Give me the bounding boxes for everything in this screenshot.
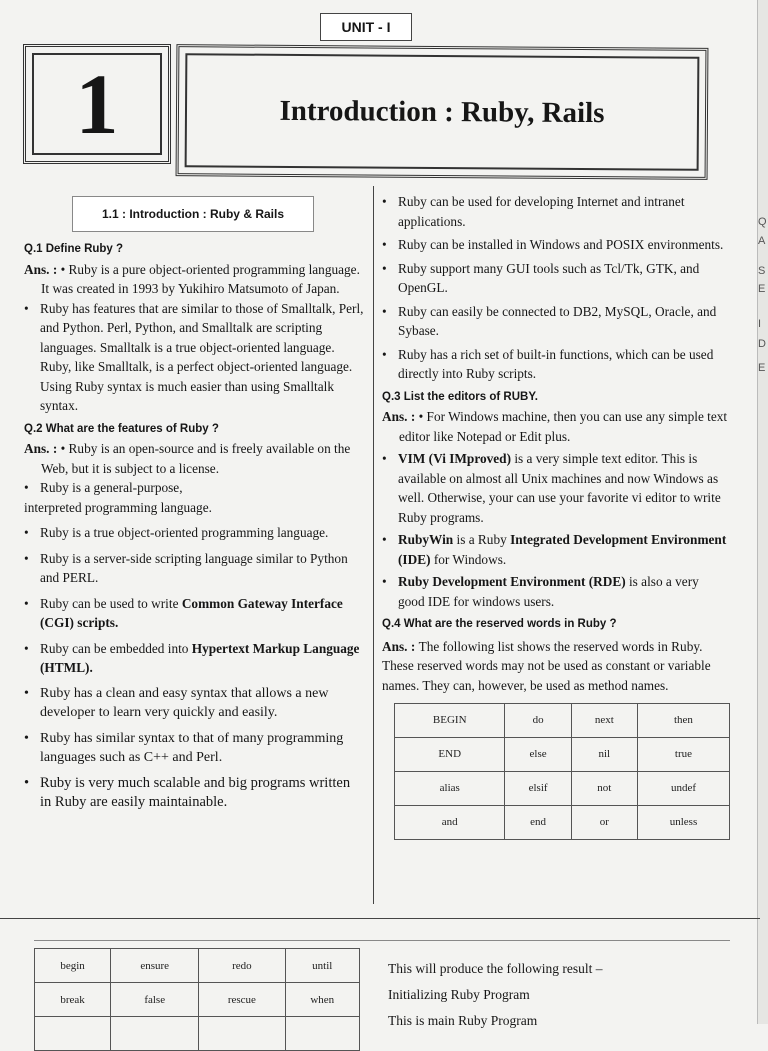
list-item: • VIM (Vi IMproved) is a very simple text editor. This is available on almost all Unix machines and now Windows as well. Otherwise, your can use your favorite vi editor to write Ruby programs.: [382, 449, 728, 527]
table-cell: undef: [637, 772, 729, 806]
table-cell: redo: [199, 949, 285, 983]
table-cell: false: [111, 983, 199, 1017]
bold-term: Integrated Development Environment (IDE): [398, 532, 727, 567]
next-page-edge: [757, 0, 768, 1024]
question-3: Q.3 List the editors of RUBY.: [382, 390, 538, 403]
edge-char: Q: [758, 216, 767, 228]
section-heading: 1.1 : Introduction : Ruby & Rails: [72, 196, 314, 232]
list-item: • Ruby has a rich set of built-in functions, which can be used directly into Ruby scripts.: [382, 345, 728, 384]
table-cell: [111, 1017, 199, 1051]
answer-prefix: Ans. :: [24, 261, 61, 277]
table-cell: alias: [395, 772, 505, 806]
table-row: [35, 1017, 360, 1051]
reserved-words-table: [394, 703, 730, 840]
question-2: Q.2 What are the features of Ruby ?: [24, 422, 219, 435]
bold-term: Common Gateway Interface (CGI) scripts.: [40, 595, 343, 630]
program-output: [388, 956, 602, 1034]
edge-char: E: [758, 283, 766, 295]
table-row: [35, 949, 360, 983]
answer-1: [24, 260, 364, 299]
table-cell: not: [571, 772, 637, 806]
table-cell: else: [505, 738, 571, 772]
list-item: • Ruby Development Environment (RDE) is also a very good IDE for windows users.: [382, 572, 728, 611]
output-line: Initializing Ruby Program: [388, 987, 530, 1002]
edge-char: D: [758, 338, 766, 350]
answer-text: The following list shows the reserved words in Ruby. These reserved words may not be used as constant or variable names. They can, however, be used as method names.: [382, 638, 711, 693]
table-cell: unless: [637, 806, 729, 840]
edge-char: A: [758, 235, 766, 247]
table-cell: begin: [35, 949, 111, 983]
answer-text: • Ruby is a pure object-oriented programming language. It was created in 1993 by Yukihiro Matsumoto of Japan.: [41, 261, 360, 296]
page-divider: [34, 940, 730, 941]
table-cell: break: [35, 983, 111, 1017]
question-4: Q.4 What are the reserved words in Ruby ?: [382, 618, 617, 630]
table-cell: [199, 1017, 285, 1051]
bold-term: RubyWin: [398, 532, 454, 547]
output-line: This will produce the following result –: [388, 961, 603, 976]
answer-2: [24, 439, 364, 478]
table-cell: [285, 1017, 359, 1051]
list-item: • Ruby can be embedded into Hypertext Markup Language (HTML).: [24, 639, 364, 678]
table-cell: rescue: [199, 983, 285, 1017]
answer-3: [382, 407, 728, 446]
left-column: [24, 196, 364, 813]
column-divider: [373, 186, 374, 904]
list-item: • Ruby has features that are similar to those of Smalltalk, Perl, and Python. Perl, Python, and Smalltalk are scripting languages. Smalltalk is a true object-oriented language. Ruby, like Smalltalk, is a perfect object-oriented language. Using Ruby syntax is much easier than using Smalltalk syntax.: [24, 299, 364, 416]
table-cell: nil: [571, 738, 637, 772]
edge-char: I: [758, 318, 762, 330]
list-item: • Ruby is a true object-oriented programming language.: [24, 523, 364, 543]
list-item: • Ruby is a server-side scripting language similar to Python and PERL.: [24, 549, 364, 588]
table-cell: end: [505, 806, 571, 840]
list-item: • Ruby is a general-purpose,: [24, 478, 364, 498]
table-cell: or: [571, 806, 637, 840]
list-item: • Ruby can be used for developing Internet and intranet applications.: [382, 192, 728, 231]
table-row: [395, 704, 730, 738]
table-cell: [35, 1017, 111, 1051]
list-item: • Ruby can easily be connected to DB2, MySQL, Oracle, and Sybase.: [382, 302, 728, 341]
page-divider: [0, 918, 760, 919]
table-row: [35, 983, 360, 1017]
answer-text: • Ruby is an open-source and is freely available on the Web, but it is subject to a license.: [41, 441, 351, 476]
table-cell: and: [395, 806, 505, 840]
table-cell: when: [285, 983, 359, 1017]
answer-text: • For Windows machine, then you can use any simple text editor like Notepad or Edit plus.: [399, 409, 728, 444]
bold-term: VIM (Vi IMproved): [398, 451, 512, 466]
chapter-title-box: [176, 44, 709, 180]
answer-prefix: Ans. :: [24, 441, 61, 456]
answer-prefix: Ans. :: [382, 409, 419, 424]
table-cell: ensure: [111, 949, 199, 983]
table-cell: elsif: [505, 772, 571, 806]
reserved-words-table-continued: [34, 948, 360, 1051]
bold-term: Ruby Development Environment (RDE): [398, 574, 626, 589]
chapter-number: 1: [32, 53, 162, 155]
bold-term: Hypertext Markup Language (HTML).: [40, 640, 360, 675]
table-row: [395, 738, 730, 772]
list-item: • Ruby can be used to write Common Gateway Interface (CGI) scripts.: [24, 594, 364, 633]
edge-char: E: [758, 362, 766, 374]
table-cell: then: [637, 704, 729, 738]
table-cell: next: [571, 704, 637, 738]
right-column: [382, 192, 728, 840]
list-item-continued: interpreted programming language.: [24, 499, 212, 515]
list-item: • Ruby support many GUI tools such as Tcl/Tk, GTK, and OpenGL.: [382, 259, 728, 298]
answer-prefix: Ans. :: [382, 638, 419, 654]
chapter-title: Introduction : Ruby, Rails: [185, 53, 700, 171]
list-item: • Ruby has similar syntax to that of many programming languages such as C++ and Perl.: [24, 729, 364, 768]
question-1: Q.1 Define Ruby ?: [24, 243, 124, 255]
edge-char: S: [758, 265, 766, 277]
list-item: • Ruby has a clean and easy syntax that allows a new developer to learn very quickly and easily.: [24, 684, 364, 723]
table-cell: END: [395, 738, 505, 772]
table-row: [395, 772, 730, 806]
list-item: • Ruby is very much scalable and big programs written in Ruby are easily maintainable.: [24, 774, 364, 813]
list-item: • Ruby can be installed in Windows and POSIX environments.: [382, 235, 728, 255]
table-cell: do: [505, 704, 571, 738]
output-line: This is main Ruby Program: [388, 1013, 538, 1028]
table-row: [395, 806, 730, 840]
table-cell: until: [285, 949, 359, 983]
unit-label: UNIT - I: [320, 13, 412, 41]
chapter-number-box: [23, 44, 171, 164]
list-item: • RubyWin is a Ruby Integrated Development Environment (IDE) for Windows.: [382, 530, 728, 569]
table-cell: true: [637, 738, 729, 772]
answer-4: [382, 637, 728, 696]
table-cell: BEGIN: [395, 704, 505, 738]
